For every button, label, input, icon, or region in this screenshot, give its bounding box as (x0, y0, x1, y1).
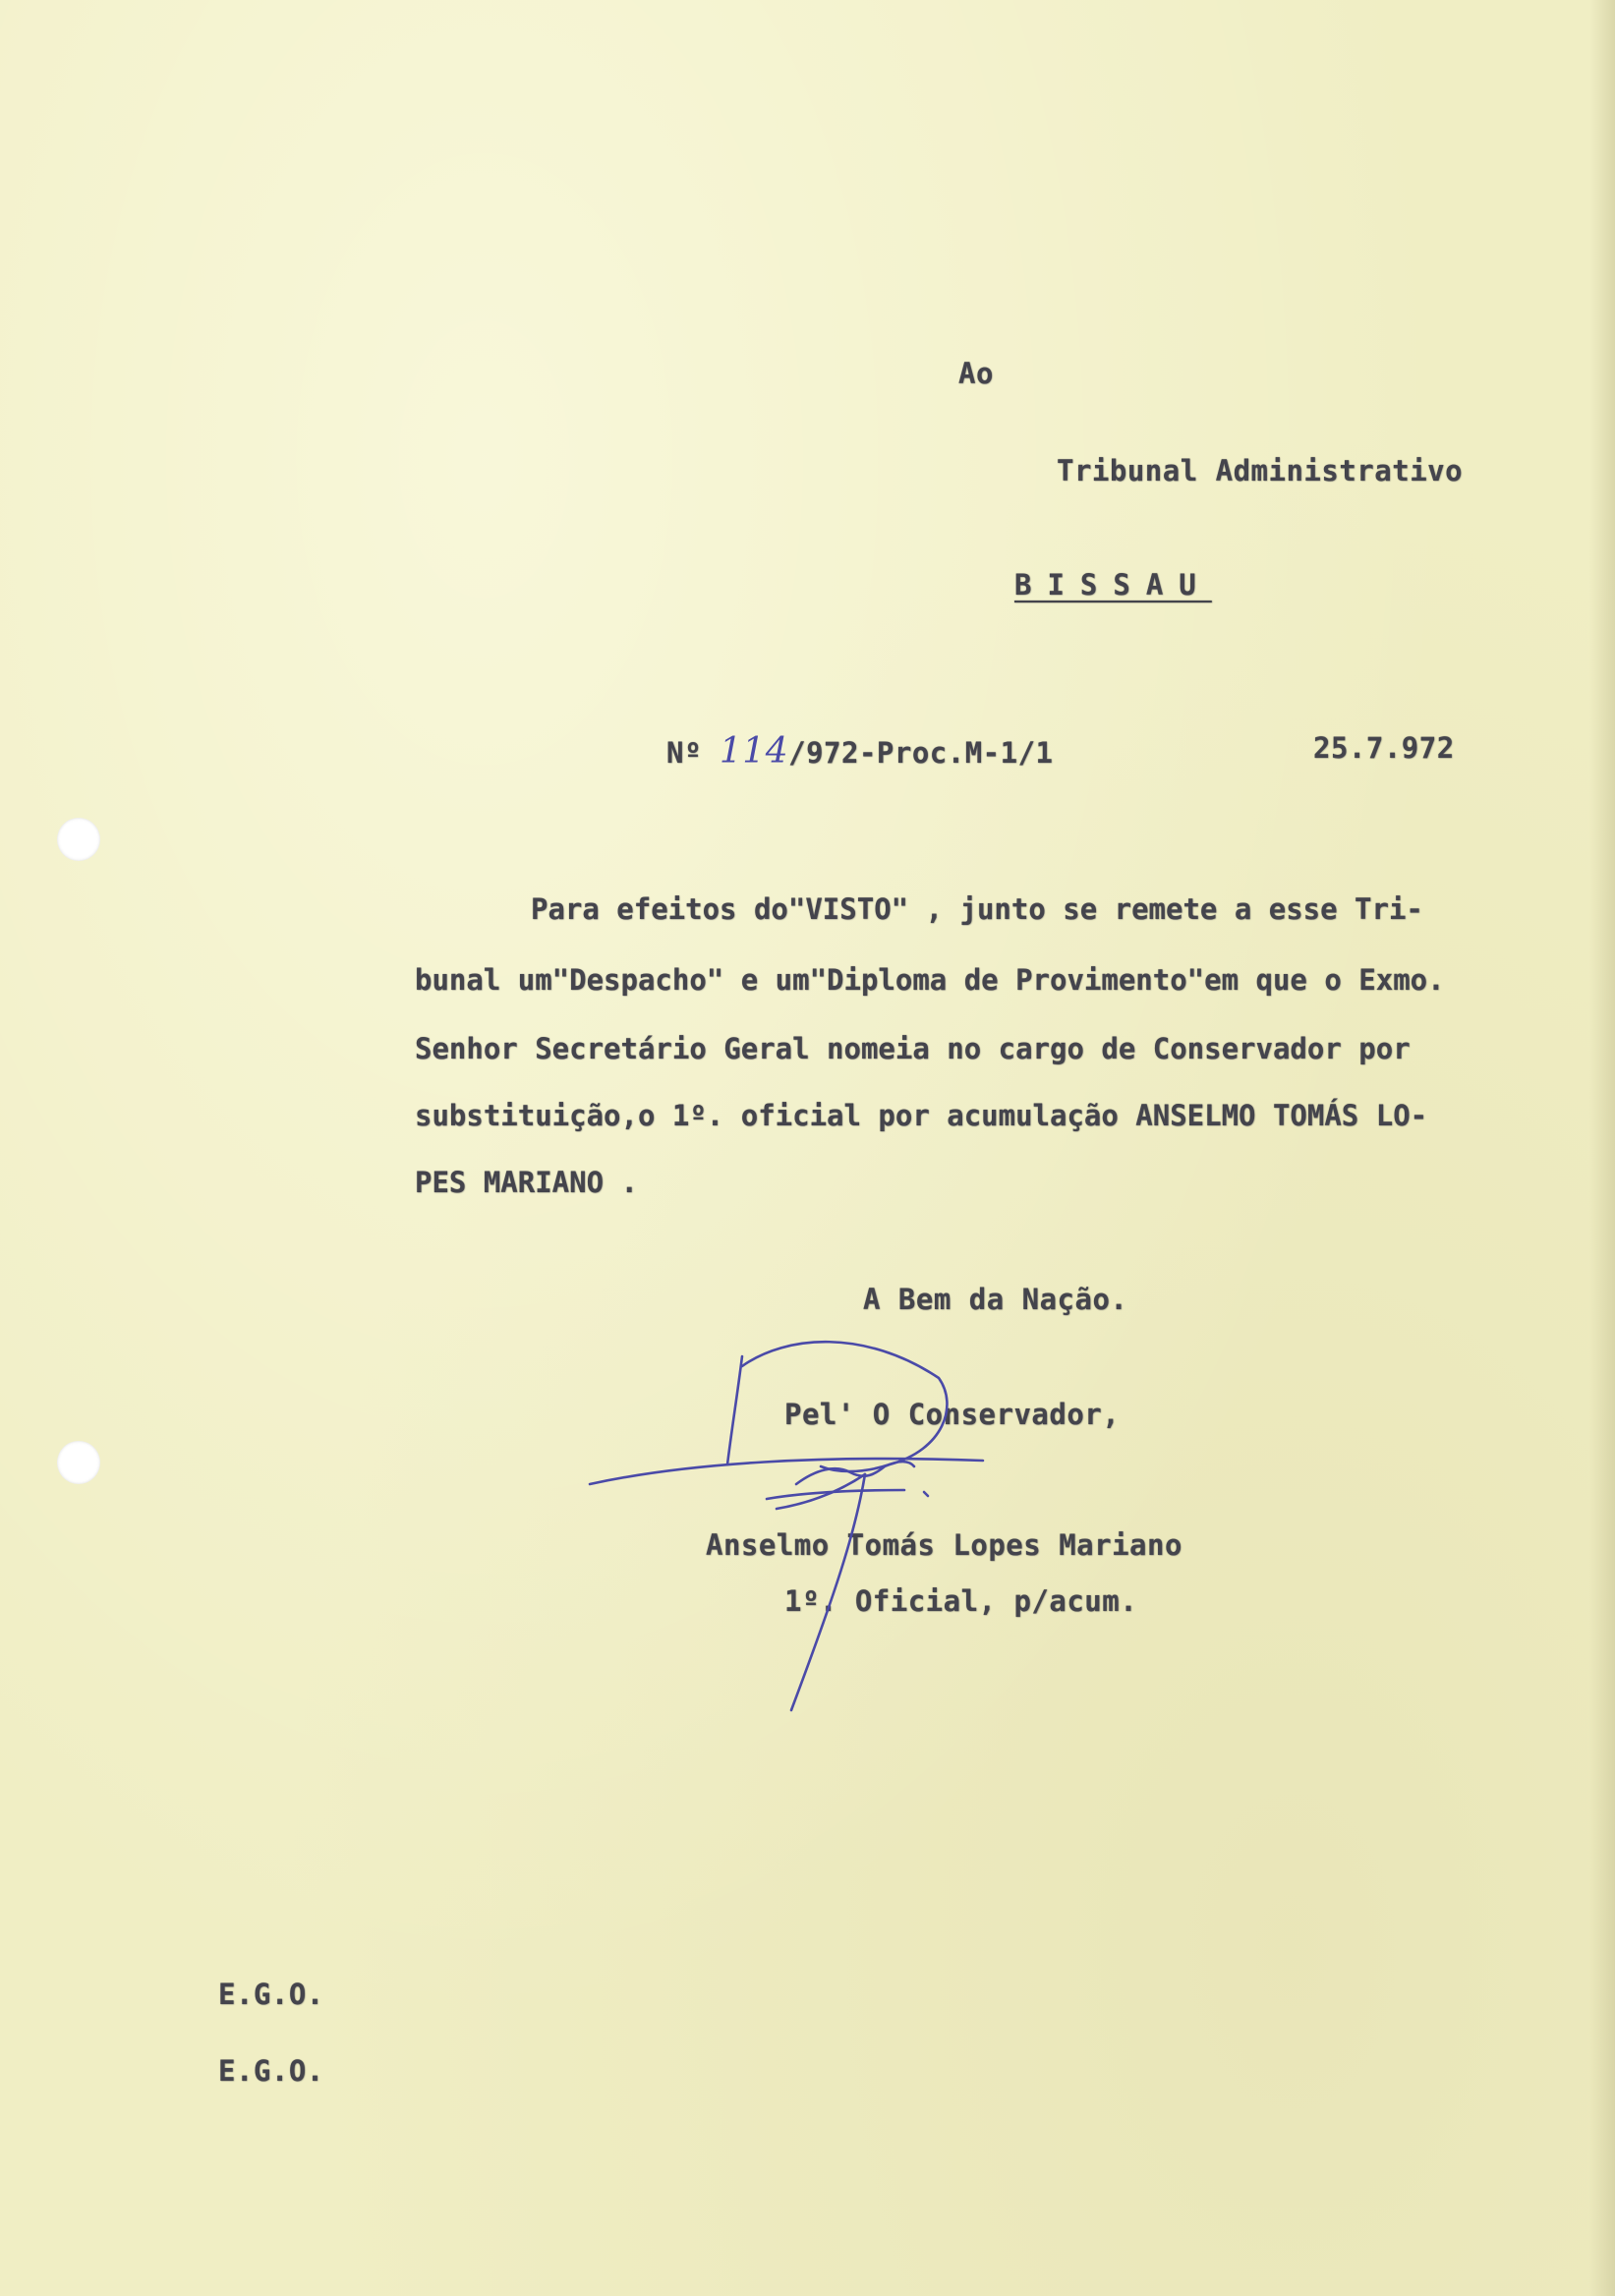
body-line-2: bunal um"Despacho" e um"Diploma de Provimento"em que o Exmo. (415, 963, 1445, 997)
page-edge-shadow (1589, 0, 1615, 2296)
closing-salutation: A Bem da Nação. (863, 1283, 1128, 1316)
body-line-4: substituição,o 1º. oficial por acumulação ANSELMO TOMÁS LO- (415, 1099, 1428, 1132)
punch-hole-upper (57, 818, 100, 861)
reference-handwritten-number: 114 (719, 731, 789, 772)
handwritten-signature (570, 1337, 1121, 1789)
body-line-1: Para efeitos do"VISTO" , junto se remete a esse Tri- (531, 892, 1423, 926)
signatory-for: Pel' O Conservador, (784, 1398, 1121, 1431)
distribution-line-1: E.G.O. (218, 1978, 324, 2011)
body-line-3: Senhor Secretário Geral nomeia no cargo de Conservador por (415, 1032, 1411, 1065)
body-line-5: PES MARIANO . (415, 1166, 638, 1199)
letter-date: 25.7.972 (1313, 731, 1455, 765)
city-name: BISSAU (1014, 568, 1212, 602)
institution-name: Tribunal Administrativo (1057, 454, 1464, 488)
reference-number (666, 731, 1054, 772)
distribution-line-2: E.G.O. (218, 2054, 324, 2088)
signatory-name: Anselmo Tomás Lopes Mariano (706, 1528, 1182, 1562)
reference-suffix: /972-Proc.M-1/1 (788, 736, 1054, 770)
punch-hole-lower (57, 1441, 100, 1484)
addressee-line: Ao (958, 357, 994, 390)
reference-prefix: Nº (666, 736, 702, 770)
signatory-title: 1º. Oficial, p/acum. (784, 1584, 1138, 1618)
